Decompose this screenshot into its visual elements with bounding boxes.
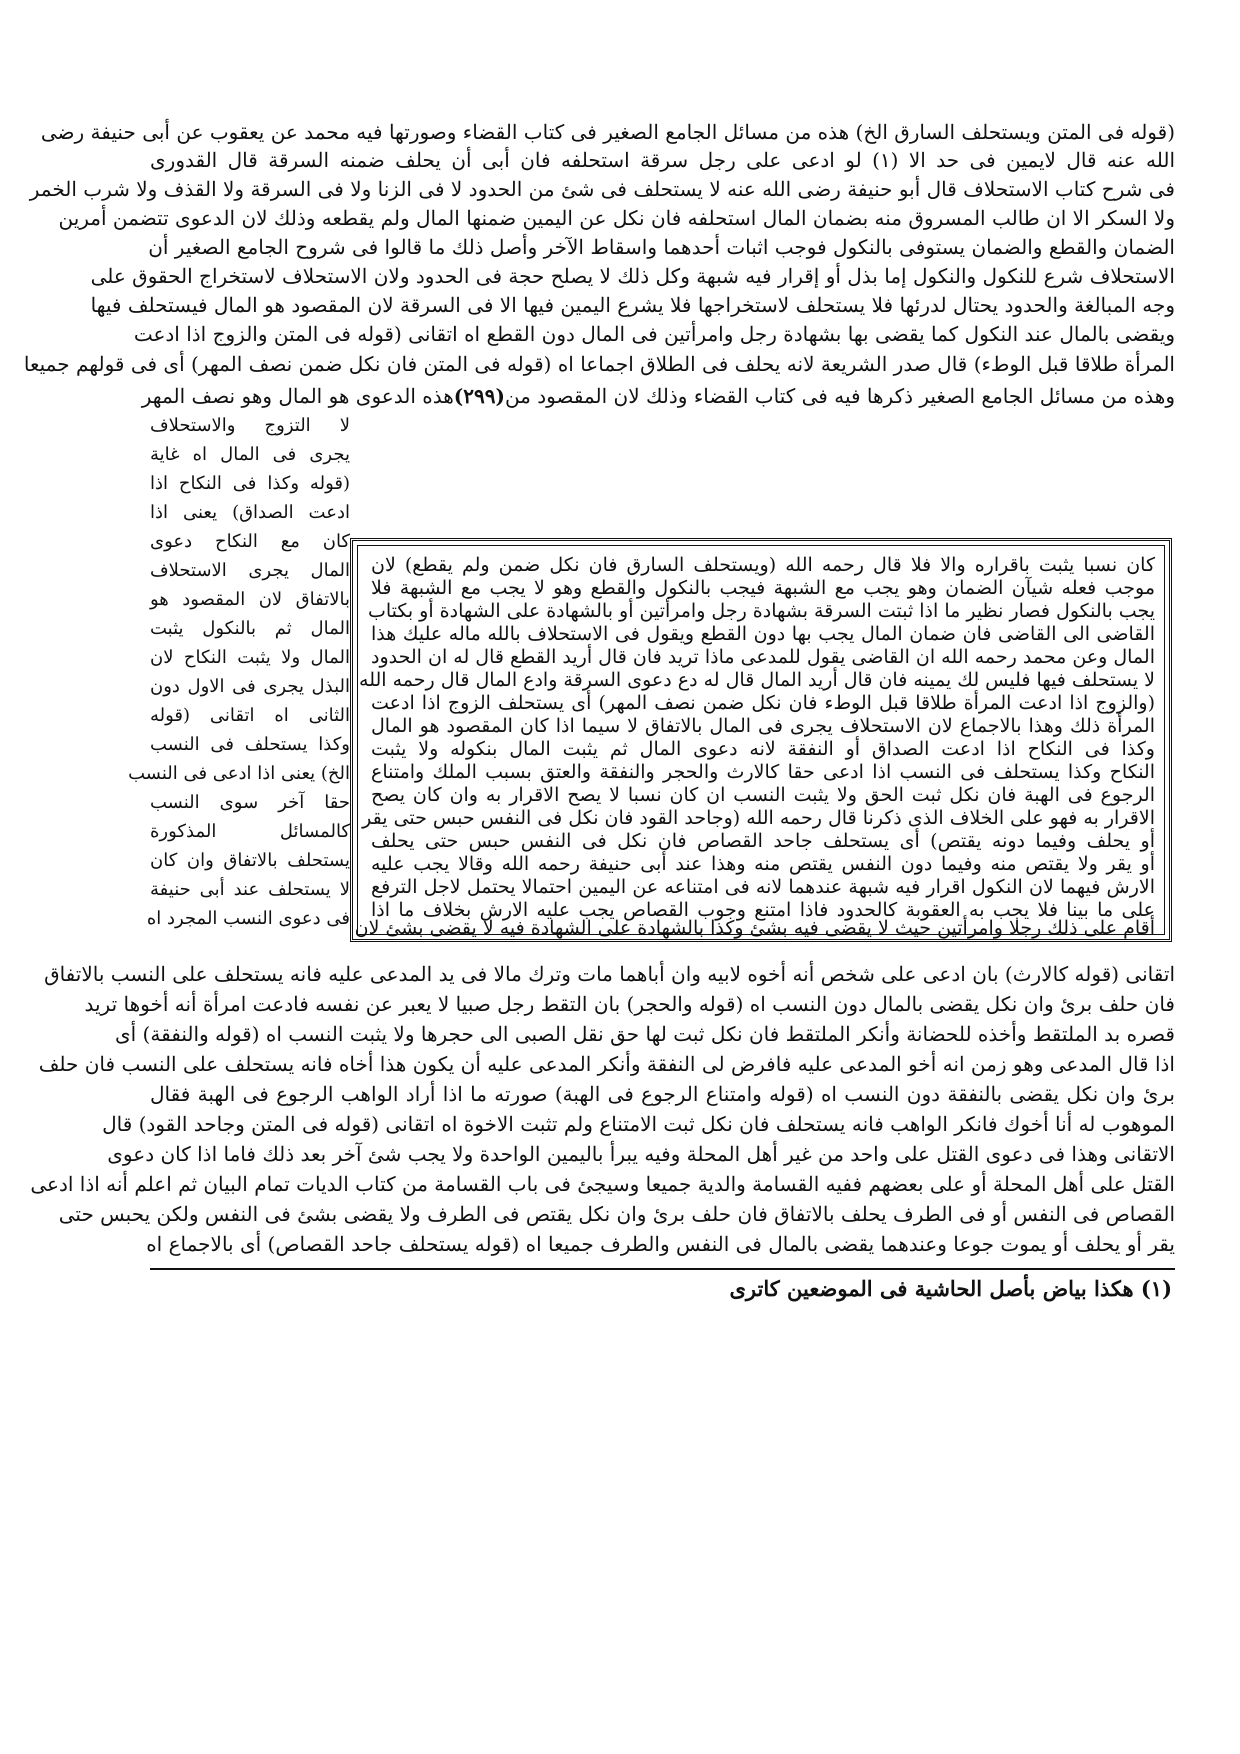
text-line: يجب بالنكول فصار نظير ما اذا ثبتت السرقة بشهادة رجل وامرأتين أو بالشهادة على الشهادة أو بكتاب xyxy=(367,600,1155,622)
text-line: يستحلف بالاتفاق وان كان xyxy=(150,850,350,871)
text-line: المرأة طلاقا قبل الوطء) قال صدر الشريعة لانه يحلف فى الطلاق اجماعا اه (قوله فى المتن فان نكل ضمن نصف المهر) أى فى قولهم جميعا xyxy=(23,352,1175,376)
text-fragment: هذه الدعوى هو المال وهو نصف المهر xyxy=(141,384,454,408)
text-line: لا يستحلف فيها فليس لك يمينه فان قال أريد المال قال له دع دعوى السرقة وادع المال قال رحمه الله xyxy=(359,669,1155,691)
footnote: (١) هكذا بياض بأصل الحاشية فى الموضعين كاترى xyxy=(729,1276,1172,1301)
text-line: الارش فيهما لان النكول اقرار فيه شبهة عندهما لانه فى امتناعه عن اليمين احتمالا يحتمل لاجل الترفع xyxy=(371,876,1155,898)
text-line: المال ولا يثبت النكاح لان xyxy=(150,647,350,668)
text-line: حقا آخر سوى النسب xyxy=(150,792,350,813)
text-line: موجب فعله شيآن الضمان وهو يجب مع الشبهة فيجب بالنكول والقطع وهو لا يجب مع الشبهة فلا xyxy=(371,577,1155,599)
text-line: الله عنه قال لايمين فى حد الا (١) لو ادعى على رجل سرقة استحلفه فان أبى أن يحلف ضمنه السرقة قال القدورى xyxy=(150,148,1176,172)
text-line: القصاص فى النفس أو فى الطرف يحلف بالاتفاق فان حلف برئ وان نكل يقتص فى الطرف ولا يقضى بشئ فى النفس ولكن يحبس حتى xyxy=(58,1202,1175,1226)
text-line: ادعت الصداق) يعنى اذا xyxy=(150,502,350,523)
text-fragment: وهذه من مسائل الجامع الصغير ذكرها فيه فى كتاب القضاء وذلك لان المقصود من xyxy=(504,384,1175,408)
text-line: يجرى فى المال اه غاية xyxy=(150,444,350,465)
text-line: اتقانى (قوله كالارث) بان ادعى على شخص أنه أخوه لابيه وان أباهما مات وترك مالا فى يد المدعى عليه فانه يستحلف على النسب بالاتفاق xyxy=(44,962,1175,986)
text-line: المرأة ذلك وهذا بالاجماع لان الاستحلاف يجرى فى المال بالاتفاق لا سيما اذا كان المقصود هو المال xyxy=(371,715,1155,737)
text-line: (قوله فى المتن ويستحلف السارق الخ) هذه من مسائل الجامع الصغير فى كتاب القضاء وصورتها فيه محمد عن يعقوب عن أبى حنيفة رضى xyxy=(40,120,1175,144)
text-line: الرجوع فى الهبة فان نكل ثبت الحق ولا يثبت النسب ان كان نسبا لا يصح الاقرار به وان كان يصح xyxy=(371,784,1155,806)
text-line: الاستحلاف شرع للنكول والنكول إما بذل أو إقرار فيه شبهة وكل ذلك لا يصلح حجة فى الحدود ولان الاستحلاف لاستخراج الحقوق على xyxy=(90,264,1175,288)
text-line: (قوله وكذا فى النكاح اذا xyxy=(150,473,350,494)
text-line: الاتقانى وهذا فى دعوى القتل على واحد من غير أهل المحلة وفيه يبرأ باليمين الواحدة ولا يجب شئ آخر بعد ذلك فاما اذا كان دعوى xyxy=(107,1142,1175,1166)
text-line: الثانى اه اتقانى (قوله xyxy=(150,705,350,726)
text-line: البذل يجرى فى الاول دون xyxy=(150,676,350,697)
text-line: أقام على ذلك رجلا وامرأتين حيث لا يقضى فيه بشئ وكذا بالشهادة على الشهادة فيه لا يقضى بشئ لان xyxy=(354,917,1155,939)
text-line: فان حلف برئ وان نكل يقضى بالمال دون النسب اه (قوله والحجر) بان التقط رجل صبيا لا يعبر عن نفسه فادعت امرأة أنه أخوها تريد xyxy=(84,992,1175,1016)
text-line: المال يجرى الاستحلاف xyxy=(150,560,350,581)
text-line: فى دعوى النسب المجرد اه xyxy=(146,908,350,929)
main-text-frame xyxy=(350,538,1172,942)
footnote-divider xyxy=(150,1268,1175,1270)
text-line: المال ثم بالنكول يثبت xyxy=(150,618,350,639)
text-line: ولا السكر الا ان طالب المسروق منه بضمان المال استحلفه فان نكل عن اليمين ضمنها المال ولم يقطعه وذلك لان الدعوى تتضمن أمرين xyxy=(58,206,1175,230)
text-line: (والزوج اذا ادعت المرأة طلاقا قبل الوطء فان نكل ضمن نصف المهر) أى يستحلف الزوج اذا ادعت xyxy=(371,692,1155,714)
page-number: (٢٩٩) xyxy=(453,384,505,408)
text-line: لا يستحلف عند أبى حنيفة xyxy=(150,879,350,900)
text-line: بالاتفاق لان المقصود هو xyxy=(150,589,350,610)
text-line: اذا قال المدعى وهو زمن انه أخو المدعى عليه فافرض لى النفقة وأنكر المدعى عليه أن يكون هذا أخاه فانه يستحلف على النسب فان حلف xyxy=(38,1052,1175,1076)
text-line: على ما بينا فلا يجب به العقوبة كالحدود فاذا امتنع وجوب القصاص يجب عليه الارش بخلاف ما اذا xyxy=(371,899,1155,921)
text-line: وجه المبالغة والحدود يحتال لدرئها فلا يستحلف لاستخراجها فلا يشرع اليمين فيها الا فى السرقة لان المقصود هو المال فيستحلف فيها xyxy=(90,293,1175,317)
text-line: الاقرار به فهو على الخلاف الذى ذكرنا قال رحمه الله (وجاحد القود فان نكل فى النفس حبس حتى يقر xyxy=(362,807,1155,829)
text-line: المال وعن محمد رحمه الله ان القاضى يقول للمدعى ماذا تريد فان قال أريد القطع قال له ان الحدود xyxy=(371,646,1155,668)
text-line: القاضى الى القاضى فان ضمان المال يجب بها دون القطع ويقول فى الاستحلاف بالله ماله عليك هذا xyxy=(371,623,1155,645)
text-line: أو يقر ولا يقتص منه وفيما دون النفس يقتص منه وهذا عند أبى حنيفة رحمه الله وقالا يجب عليه xyxy=(371,853,1155,875)
text-line: الموهوب له أنا أخوك فانكر الواهب فانه يستحلف فان نكل ثبت الامتناع ولم تثبت الاخوة اه اتقانى (قوله فى المتن وجاحد القود) قال xyxy=(102,1112,1175,1136)
text-line: فى شرح كتاب الاستحلاف قال أبو حنيفة رضى الله عنه لا يستحلف فى شئ من الحدود لا فى الزنا ولا فى السرقة ولا القذف ولا شرب الخمر xyxy=(29,177,1175,201)
text-line: ويقضى بالمال عند النكول كما يقضى بها بشهادة رجل وامرأتين فى المال دون القطع اه اتقانى (قوله فى المتن والزوج اذا ادعت xyxy=(133,322,1175,346)
text-line: كان مع النكاح دعوى xyxy=(150,531,350,552)
text-line: لا التزوج والاستحلاف xyxy=(150,415,350,436)
text-line-with-page-number xyxy=(141,382,1175,410)
text-line: أو يحلف وفيما دونه يقتص) أى يستحلف جاحد القصاص فان نكل فى النفس حبس حتى يحلف xyxy=(371,830,1155,852)
text-line: النكاح وكذا يستحلف فى النسب اذا ادعى حقا كالارث والحجر والنفقة والعتق بسبب الملك وامتناع xyxy=(371,761,1155,783)
text-line: برئ وان نكل يقضى بالنفقة دون النسب اه (قوله وامتناع الرجوع فى الهبة) صورته ما اذا أراد الواهب الرجوع فى الهبة فقال xyxy=(150,1082,1175,1106)
text-line: الخ) يعنى اذا ادعى فى النسب xyxy=(128,763,350,784)
text-line: قصره بد الملتقط وأخذه للحضانة وأنكر الملتقط فان نكل ثبت لها حق نقل الصبى الى حجرها ولا يثبت النسب اه (قوله والنفقة) أى xyxy=(114,1022,1175,1046)
text-line: يقر أو يحلف أو يموت جوعا وعندهما يقضى بالمال فى النفس والطرف جميعا اه (قوله يستحلف جاحد القصاص) أى بالاجماع اه xyxy=(146,1232,1175,1256)
text-line: كان نسبا يثبت باقراره والا فلا قال رحمه الله (ويستحلف السارق فان نكل ضمن ولم يقطع) لان xyxy=(371,554,1155,576)
text-line: القتل على أهل المحلة أو على بعضهم ففيه القسامة والدية جميعا وسيجئ فى باب القسامة من كتاب الديات تمام البيان ثم اعلم أنه اذا ادعى xyxy=(30,1172,1175,1196)
text-line: كالمسائل المذكورة xyxy=(150,821,350,842)
text-line: وكذا فى النكاح اذا ادعت الصداق أو النفقة لانه دعوى المال ثم يثبت المال بنكوله ولا يثبت xyxy=(371,738,1155,760)
text-line: الضمان والقطع والضمان يستوفى بالنكول فوجب اثبات أحدهما واسقاط الآخر وأصل ذلك ما قالوا فى شروح الجامع الصغير أن xyxy=(148,235,1175,259)
text-line: وكذا يستحلف فى النسب xyxy=(150,734,350,755)
